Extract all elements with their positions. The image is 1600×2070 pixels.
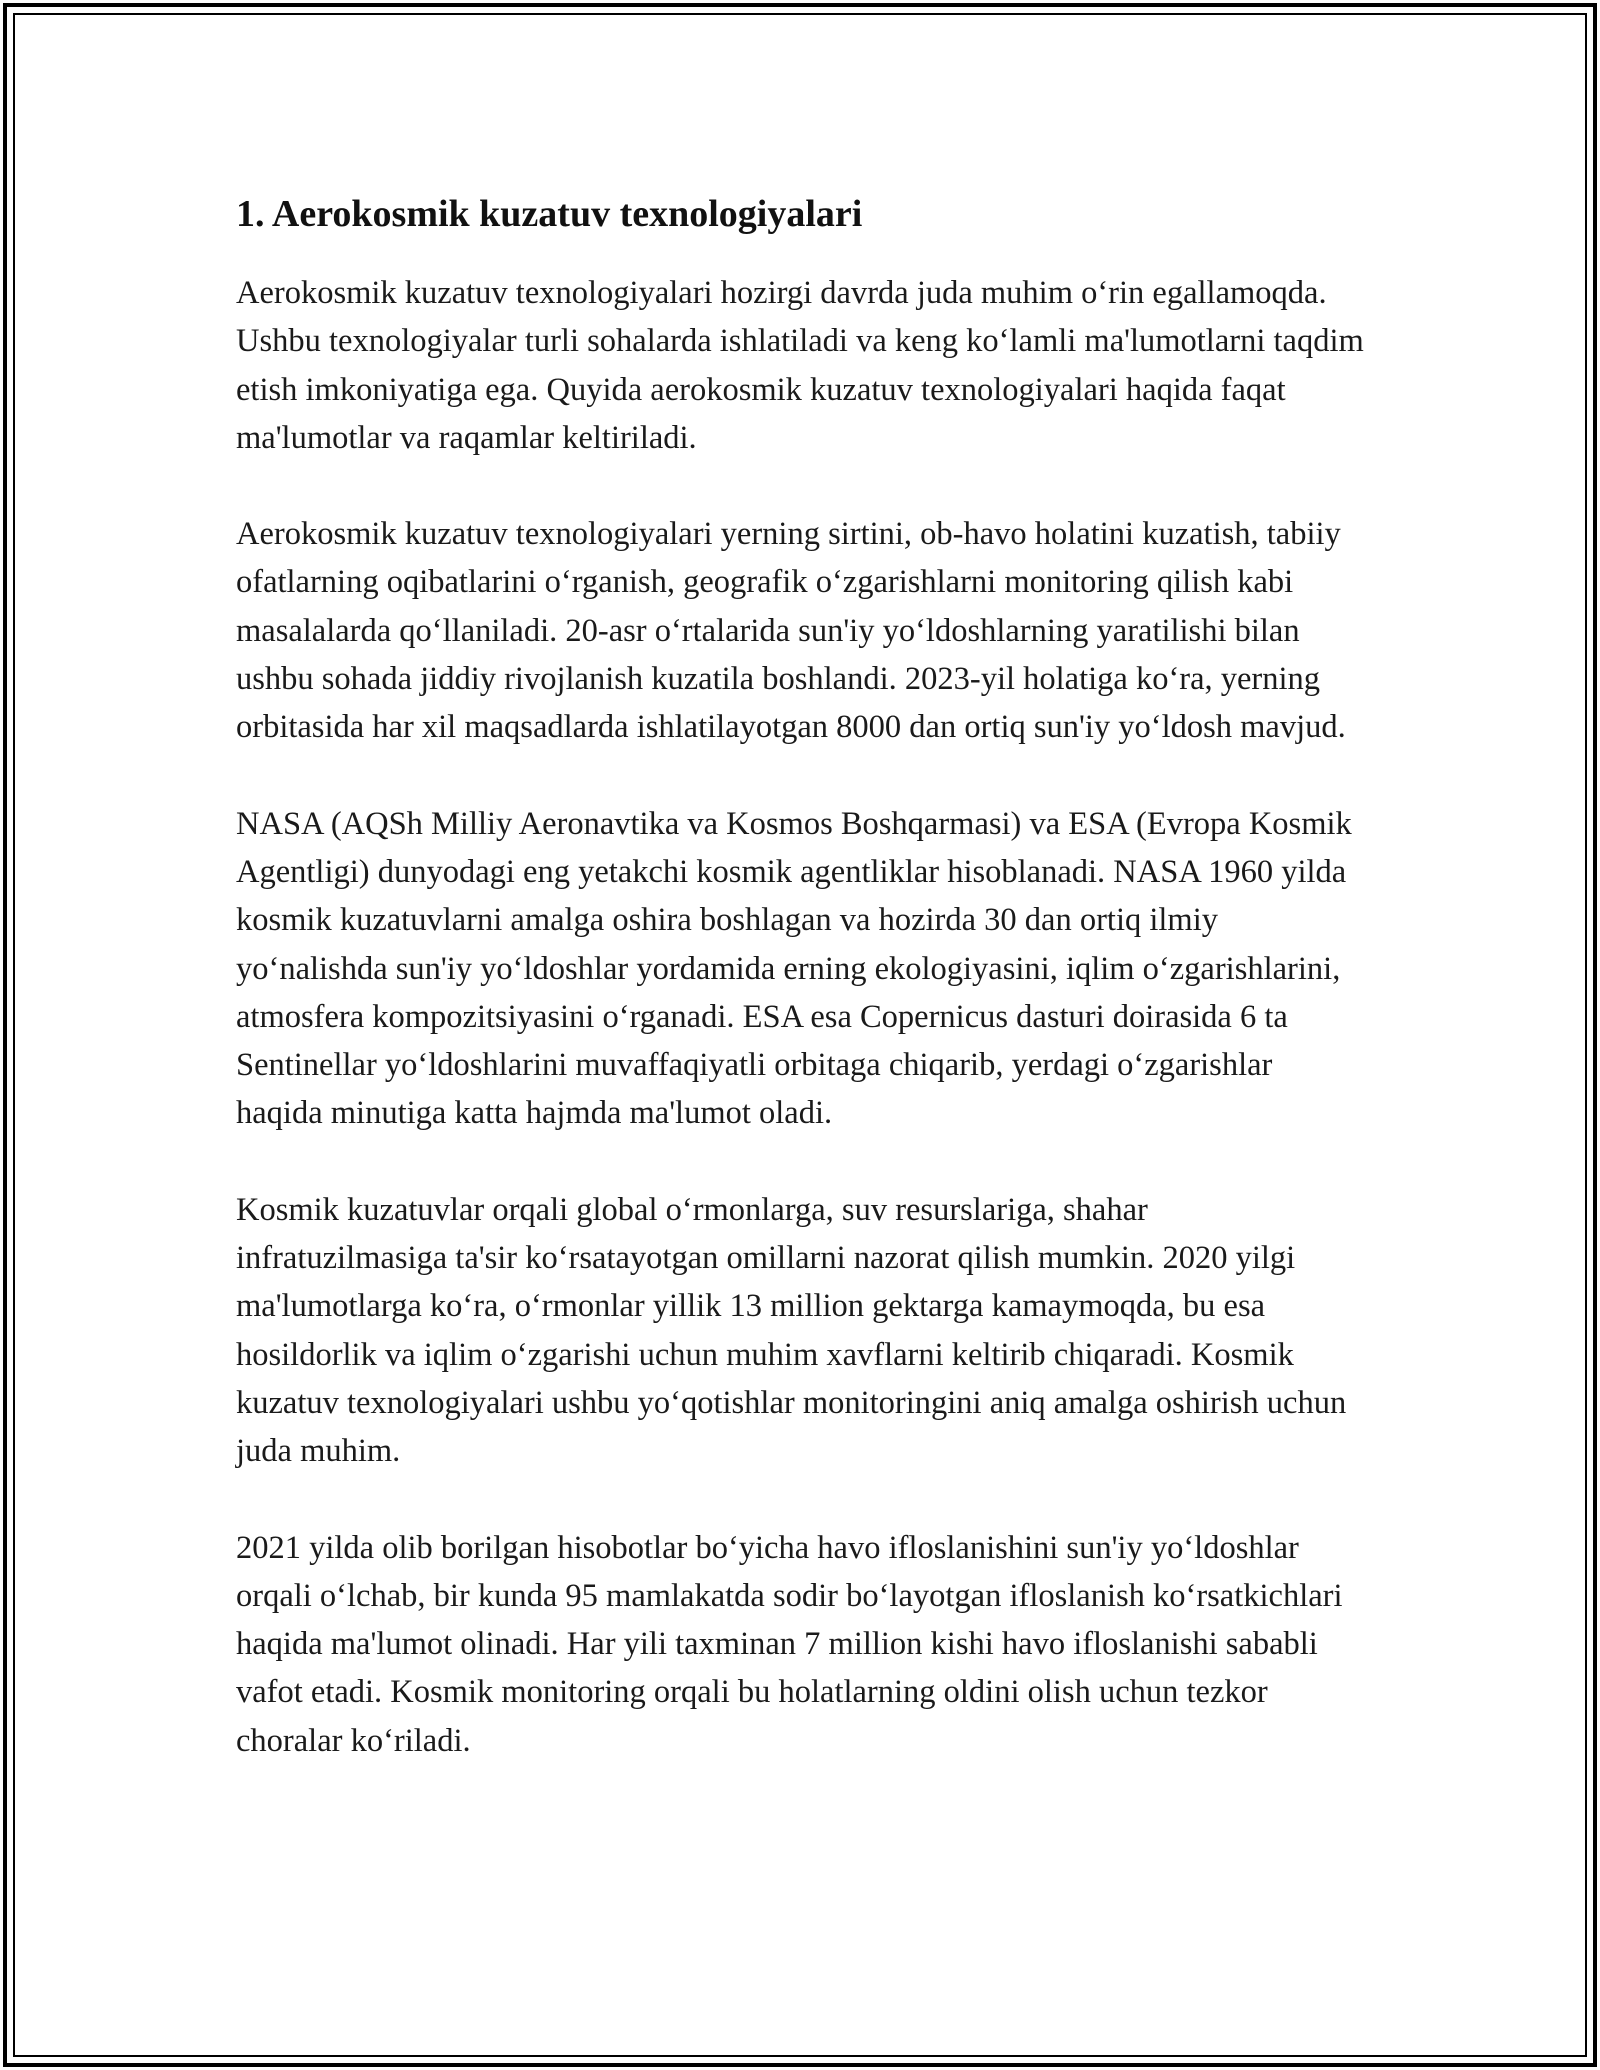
paragraph-air-pollution: 2021 yilda olib borilgan hisobotlar bo‘yicha havo ifloslanishini sun'iy yo‘ldoshlar orqali o‘lchab, bir kunda 95 mamlakatda sodir bo‘layotgan ifloslanish ko‘rsatkichlari haqida ma'lumot olinadi. Har yili taxminan 7 million kishi havo ifloslanishi sababli vafot etadi. Kosmik monitoring orqali bu holatlarning oldini olish uchun tezkor choralar ko‘riladi. <box>236 1529 1343 1759</box>
paragraph-intro: Aerokosmik kuzatuv texnologiyalari hozirgi davrda juda muhim o‘rin egallamoqda. Ushbu texnologiyalar turli sohalarda ishlatiladi va keng ko‘lamli ma'lumotlarni taqdim etish imkoniyatiga ega. Quyida aerokosmik kuzatuv texnologiyalari haqida faqat ma'lumotlar va raqamlar keltiriladi. <box>236 275 1364 456</box>
paragraph-agencies: NASA (AQSh Milliy Aeronavtika va Kosmos Boshqarmasi) va ESA (Evropa Kosmik Agentligi) dunyodagi eng yetakchi kosmik agentliklar hisoblanadi. NASA 1960 yilda kosmik kuzatuvlarni amalga oshira boshlagan va hozirda 30 dan ortiq ilmiy yo‘nalishda sun'iy yo‘ldoshlar yordamida erning ekologiyasini, iqlim o‘zgarishlarini, atmosfera kompozitsiyasini o‘rganadi. ESA esa Copernicus dasturi doirasida 6 ta Sentinellar yo‘ldoshlarini muvaffaqiyatli orbitaga chiqarib, yerdagi o‘zgarishlar haqida minutiga katta hajmda ma'lumot oladi. <box>236 805 1352 1132</box>
paragraph-forests: Kosmik kuzatuvlar orqali global o‘rmonlarga, suv resurslariga, shahar infratuzilmasiga ta'sir ko‘rsatayotgan omillarni nazorat qilish mumkin. 2020 yilgi ma'lumotlarga ko‘ra, o‘rmonlar yillik 13 million gektarga kamaymoqda, bu esa hosildorlik va iqlim o‘zgarishi uchun muhim xavflarni keltirib chiqaradi. Kosmik kuzatuv texnologiyalari ushbu yo‘qotishlar monitoringini aniq amalga oshirish uchun juda muhim. <box>236 1191 1347 1470</box>
section-heading: 1. Aerokosmik kuzatuv texnologiyalari <box>236 193 863 235</box>
paragraph-applications: Aerokosmik kuzatuv texnologiyalari yerning sirtini, ob-havo holatini kuzatish, tabiiy ofatlarning oqibatlarini o‘rganish, geografik o‘zgarishlarni monitoring qilish kabi masalalarda qo‘llaniladi. 20-asr o‘rtalarida sun'iy yo‘ldoshlarning yaratilishi bilan ushbu sohada jiddiy rivojlanish kuzatila boshlandi. 2023-yil holatiga ko‘ra, yerning orbitasida har xil maqsadlarda ishlatilayotgan 8000 dan ortiq sun'iy yo‘ldosh mavjud. <box>236 516 1346 746</box>
document-body <box>236 186 1366 1765</box>
